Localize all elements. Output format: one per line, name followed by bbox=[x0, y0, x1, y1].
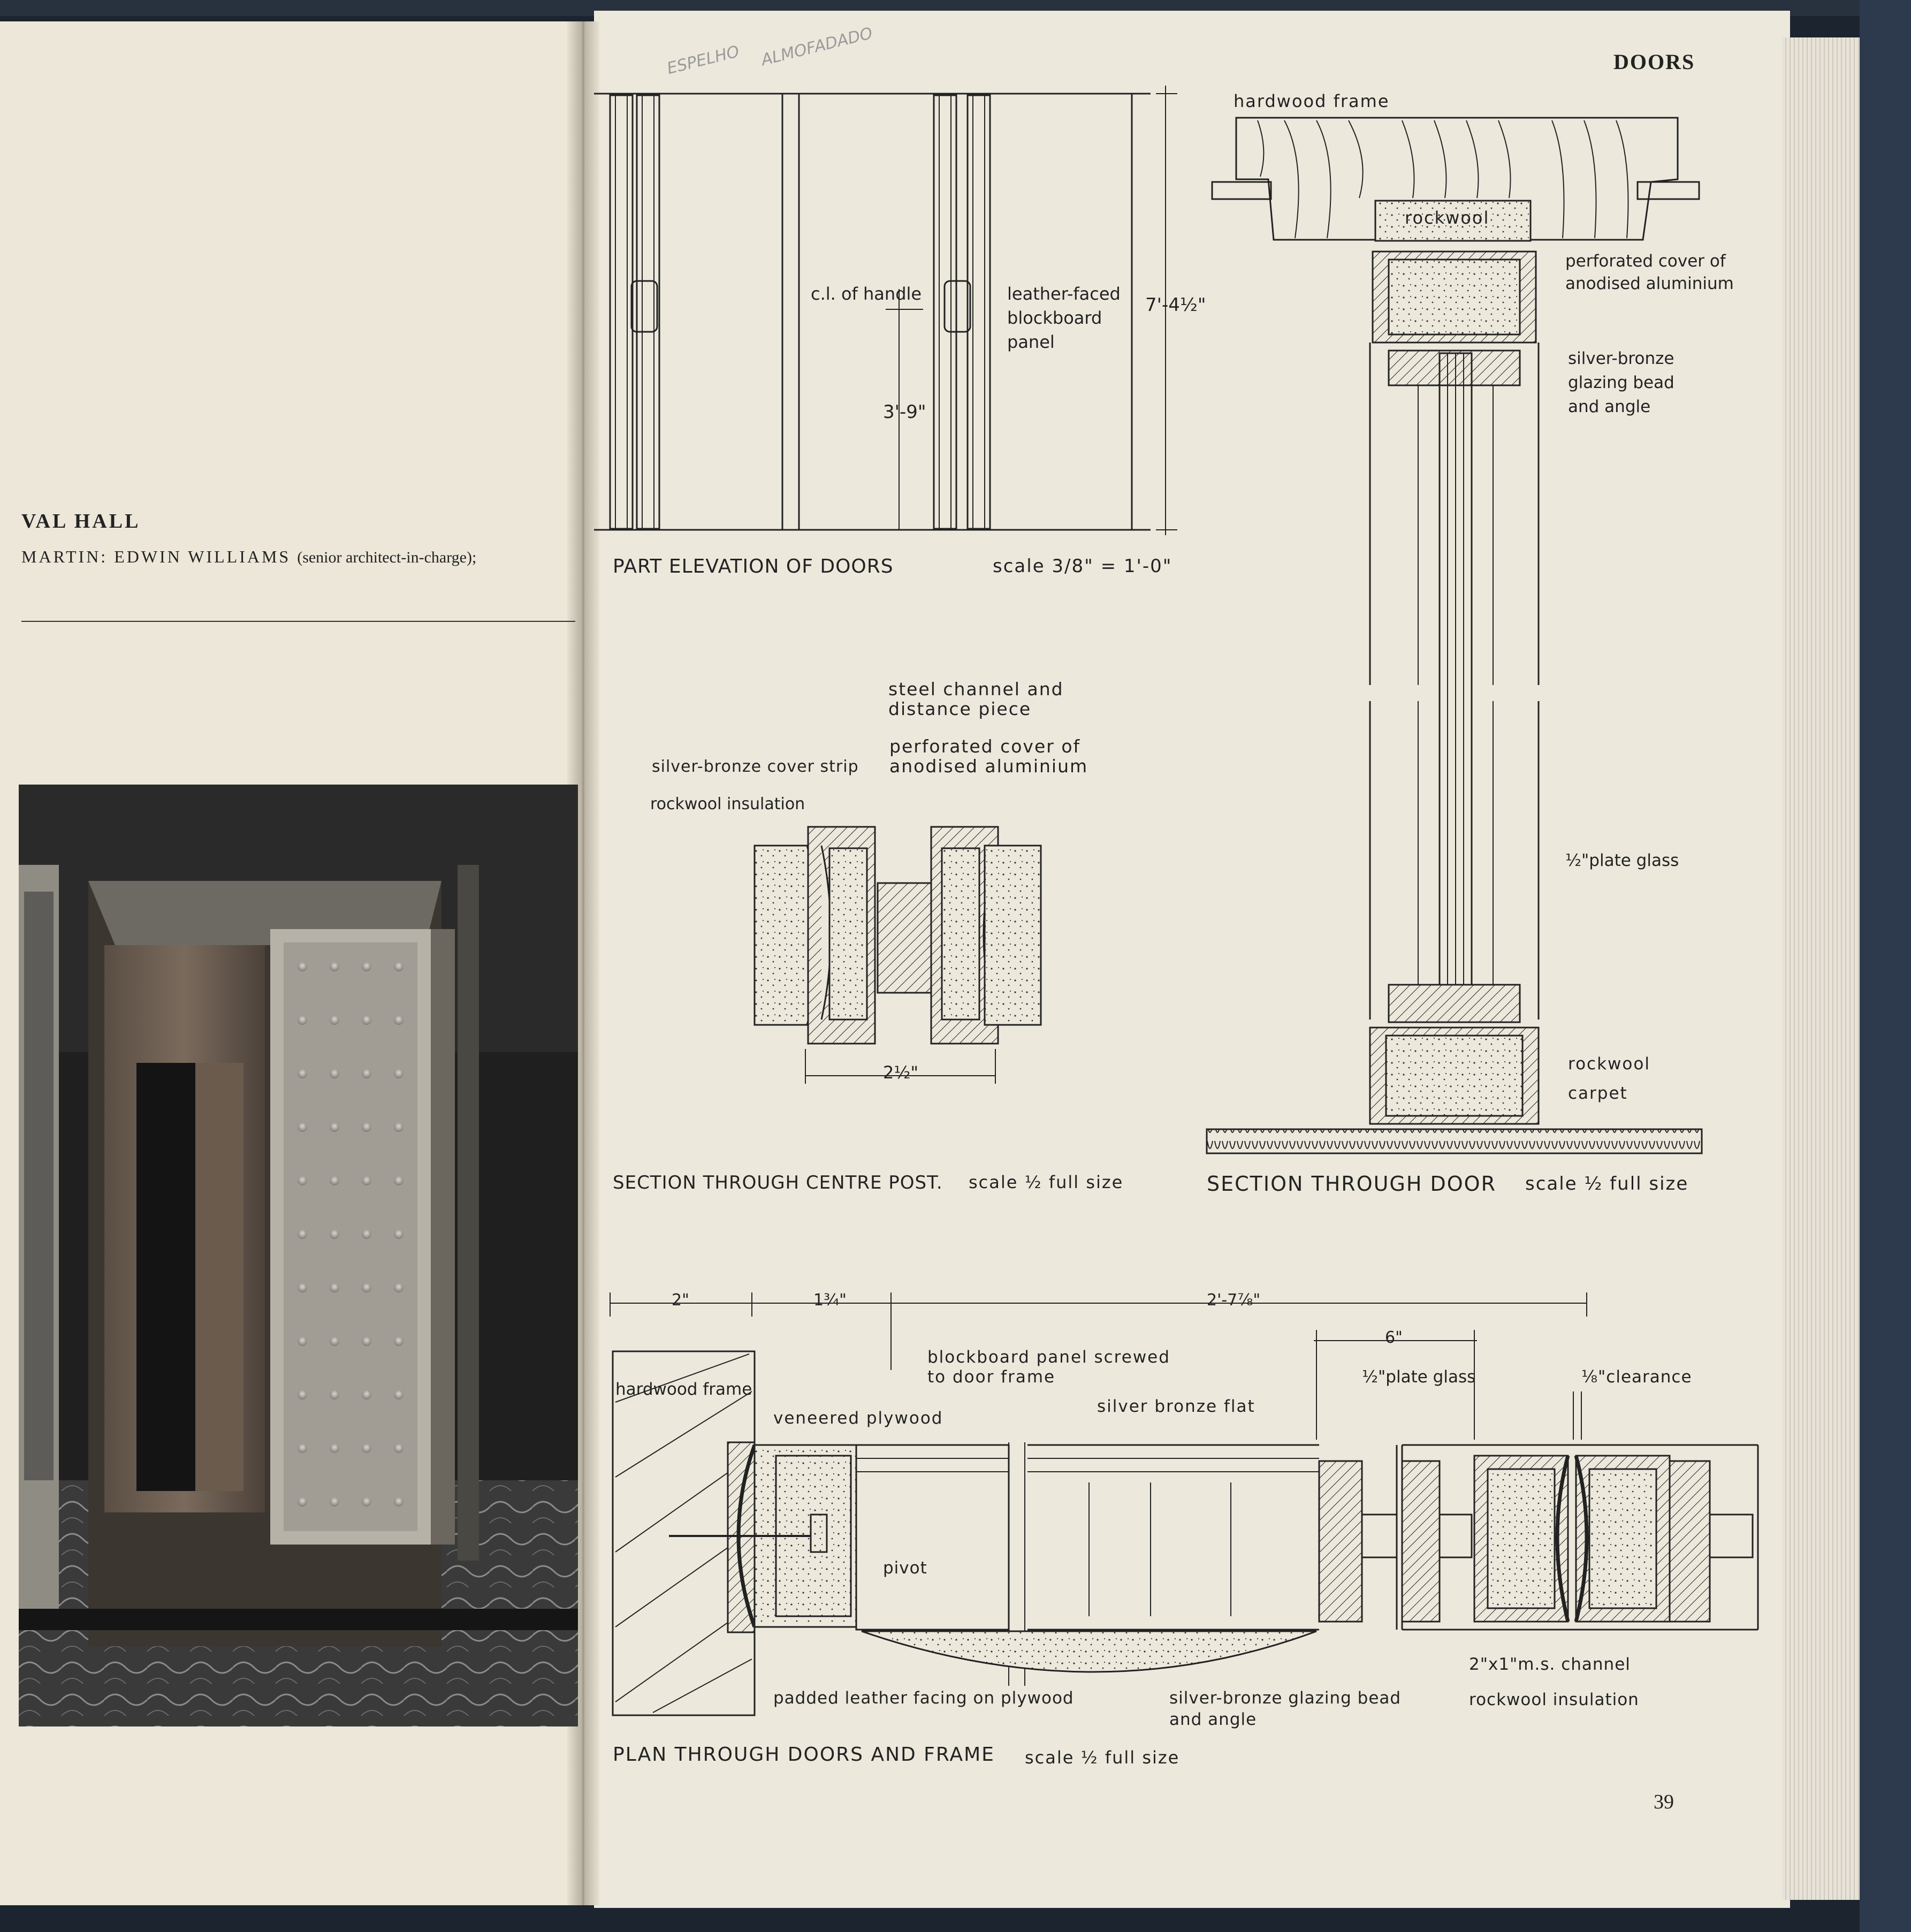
elevation-title: PART ELEVATION OF DOORS bbox=[613, 556, 894, 577]
door-section-scale: scale ½ full size bbox=[1525, 1173, 1689, 1195]
elevation-scale: scale 3/8" = 1'-0" bbox=[993, 556, 1173, 577]
label-plate-glass: ½"plate glass bbox=[1565, 851, 1679, 870]
label-bead-3: and angle bbox=[1568, 397, 1651, 416]
post-section-title: SECTION THROUGH CENTRE POST. bbox=[613, 1172, 943, 1193]
post-section-scale: scale ½ full size bbox=[969, 1172, 1124, 1192]
label-post-perf-1: perforated cover of bbox=[889, 736, 1081, 757]
label-post-perf-2: anodised aluminium bbox=[889, 756, 1088, 777]
left-heading: VAL HALL bbox=[21, 510, 141, 533]
label-plan-bead-2: and angle bbox=[1169, 1710, 1257, 1729]
label-cover-strip: silver-bronze cover strip bbox=[652, 757, 859, 776]
door-section-title: SECTION THROUGH DOOR bbox=[1207, 1172, 1496, 1196]
pencil-note-1: ESPELHO bbox=[665, 42, 742, 79]
label-dim-6: 6" bbox=[1385, 1328, 1403, 1347]
label-plan-hardwood: hardwood frame bbox=[615, 1380, 752, 1399]
label-perf-1: perforated cover of bbox=[1565, 252, 1726, 271]
page-number: 39 bbox=[1654, 1791, 1674, 1813]
label-post-width: 2½" bbox=[883, 1062, 919, 1083]
label-steel-1: steel channel and bbox=[888, 679, 1064, 699]
label-carpet: carpet bbox=[1568, 1084, 1628, 1103]
label-dim-278: 2'-7⅞" bbox=[1207, 1291, 1261, 1310]
pencil-note-2: ALMOFADADO bbox=[759, 24, 875, 70]
label-pivot: pivot bbox=[883, 1558, 927, 1578]
label-blockboard-1: blockboard panel screwed bbox=[927, 1348, 1170, 1367]
label-clearance: ⅛"clearance bbox=[1581, 1367, 1692, 1387]
label-steel-2: distance piece bbox=[888, 698, 1032, 719]
label-handle-height: 3'-9" bbox=[883, 401, 926, 423]
label-post-rockwool: rockwool insulation bbox=[650, 795, 805, 813]
label-silver-flat: silver bronze flat bbox=[1097, 1397, 1255, 1416]
post-section-drawing bbox=[755, 827, 1041, 1084]
label-bead-1: silver-bronze bbox=[1568, 349, 1674, 368]
label-rockwool-bottom: rockwool bbox=[1568, 1054, 1650, 1074]
label-plan-rockwool: rockwool insulation bbox=[1469, 1690, 1639, 1709]
section-title: DOORS bbox=[1613, 50, 1695, 74]
label-blockboard-2: to door frame bbox=[927, 1367, 1056, 1387]
plan-scale: scale ½ full size bbox=[1025, 1747, 1180, 1768]
label-panel-3: panel bbox=[1007, 332, 1055, 352]
label-dim-134: 1¾" bbox=[813, 1291, 847, 1310]
plan-title: PLAN THROUGH DOORS AND FRAME bbox=[613, 1744, 995, 1766]
label-plan-glass: ½"plate glass bbox=[1362, 1367, 1476, 1387]
label-perf-2: anodised aluminium bbox=[1565, 274, 1734, 293]
label-veneered: veneered plywood bbox=[773, 1409, 943, 1428]
label-bead-2: glazing bead bbox=[1568, 373, 1674, 392]
label-rockwool-head: rockwool bbox=[1405, 208, 1490, 228]
credit-names: MARTIN: EDWIN WILLIAMS bbox=[21, 547, 291, 566]
label-hardwood-frame: hardwood frame bbox=[1234, 91, 1390, 111]
label-panel-1: leather-faced bbox=[1007, 284, 1121, 304]
label-door-height: 7'-4½" bbox=[1145, 294, 1206, 316]
door-section-drawing bbox=[1207, 118, 1702, 1153]
label-padded: padded leather facing on plywood bbox=[773, 1688, 1074, 1708]
label-channel: 2"x1"m.s. channel bbox=[1469, 1655, 1631, 1674]
plan-drawing bbox=[610, 1292, 1758, 1715]
label-handle-cl: c.l. of handle bbox=[811, 284, 922, 304]
credit-role: (senior architect-in-charge); bbox=[297, 549, 477, 566]
label-panel-2: blockboard bbox=[1007, 308, 1102, 328]
label-plan-bead-1: silver-bronze glazing bead bbox=[1169, 1688, 1402, 1708]
label-dim-2: 2" bbox=[672, 1291, 689, 1310]
